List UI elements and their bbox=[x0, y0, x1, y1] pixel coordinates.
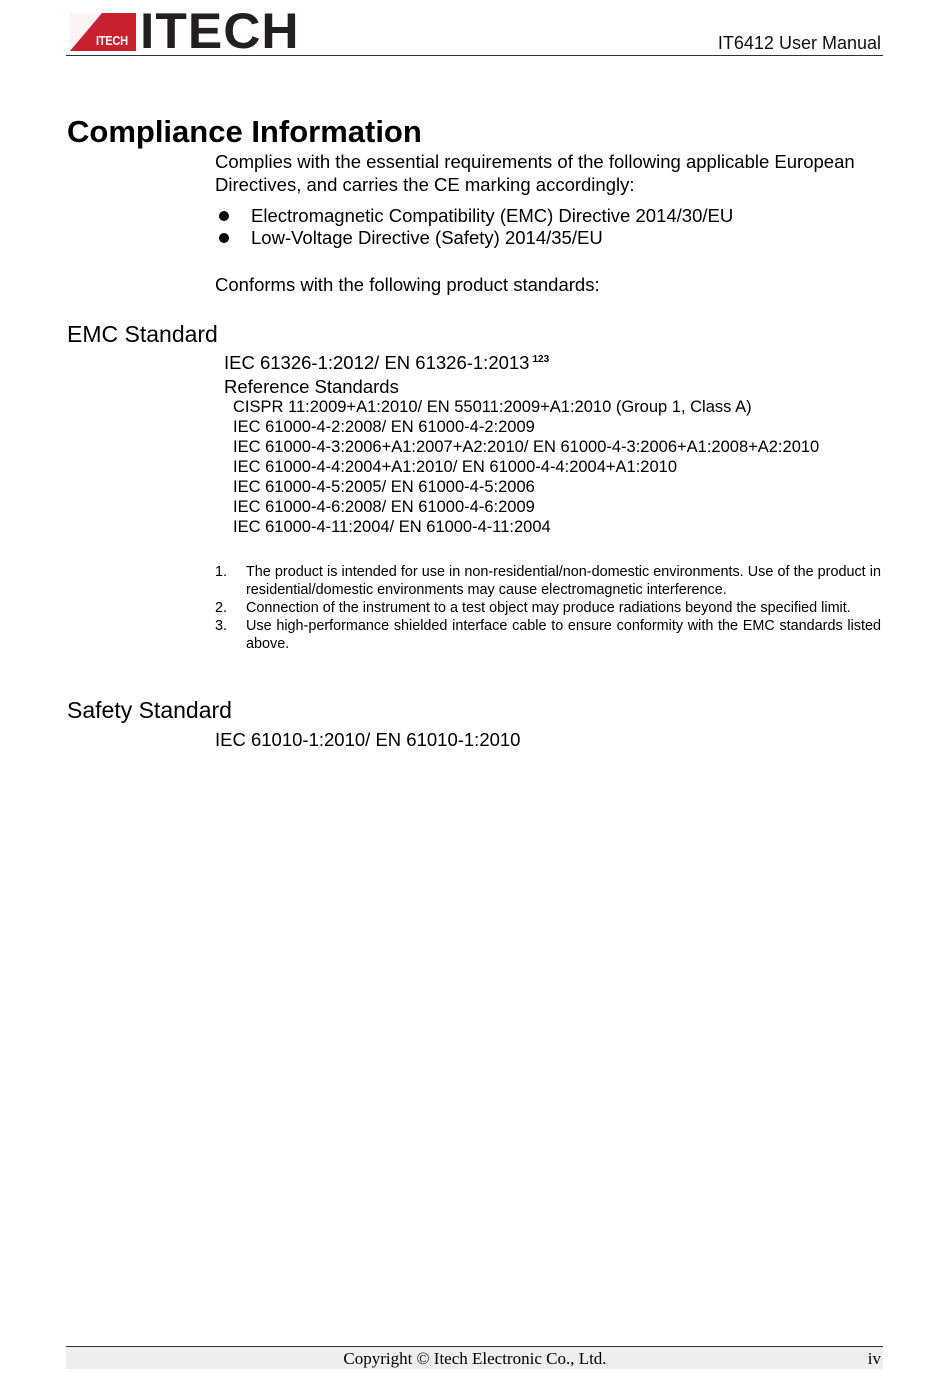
note-item bbox=[215, 599, 881, 617]
directive-text: Low-Voltage Directive (Safety) 2014/35/EU bbox=[251, 227, 603, 248]
list-item: IEC 61000-4-5:2005/ EN 61000-4-5:2006 bbox=[233, 478, 535, 496]
list-item: IEC 61000-4-11:2004/ EN 61000-4-11:2004 bbox=[233, 518, 551, 536]
itech-logo bbox=[70, 3, 300, 59]
page-title: Compliance Information bbox=[67, 114, 422, 149]
emc-notes bbox=[215, 563, 881, 653]
note-number: 2. bbox=[215, 600, 228, 616]
manual-title: IT6412 User Manual bbox=[717, 33, 881, 53]
note-item bbox=[215, 563, 881, 599]
reference-standards-list bbox=[233, 397, 819, 537]
note-text: The product is intended for use in non-residential/non-domestic environments. Use of the product in residential/domestic environments may cause electromagnetic interference. bbox=[246, 564, 881, 598]
list-item: IEC 61000-4-3:2006+A1:2007+A2:2010/ EN 61000-4-3:2006+A1:2008+A2:2010 bbox=[233, 438, 820, 456]
note-item bbox=[215, 617, 881, 653]
footnote-refs: 123 bbox=[532, 354, 550, 365]
note-text: Connection of the instrument to a test object may produce radiations beyond the specified limit. bbox=[246, 600, 851, 616]
note-number: 3. bbox=[215, 618, 228, 634]
intro-paragraph: Complies with the essential requirements of the following applicable European Directives, and carries the CE marking accordingly: bbox=[215, 151, 855, 195]
logo-mark bbox=[70, 13, 136, 51]
list-item: IEC 61000-4-6:2008/ EN 61000-4-6:2009 bbox=[233, 498, 535, 516]
emc-heading: EMC Standard bbox=[67, 321, 218, 347]
list-item bbox=[215, 227, 733, 249]
list-item: CISPR 11:2009+A1:2010/ EN 55011:2009+A1:2010 (Group 1, Class A) bbox=[233, 398, 752, 416]
bullet-icon bbox=[219, 233, 229, 243]
logo-mark-text: ITECH bbox=[96, 33, 128, 48]
bullet-icon bbox=[219, 211, 229, 221]
list-item: IEC 61000-4-4:2004+A1:2010/ EN 61000-4-4:2004+A1:2010 bbox=[233, 458, 678, 476]
note-number: 1. bbox=[215, 564, 228, 580]
reference-standards-label: Reference Standards bbox=[224, 376, 399, 397]
header-divider bbox=[66, 55, 883, 56]
directive-text: Electromagnetic Compatibility (EMC) Directive 2014/30/EU bbox=[251, 205, 734, 226]
list-item: IEC 61000-4-2:2008/ EN 61000-4-2:2009 bbox=[233, 418, 535, 436]
note-text: Use high-performance shielded interface cable to ensure conformity with the EMC standards listed above. bbox=[246, 618, 881, 652]
copyright-text: Copyright © Itech Electronic Co., Ltd. bbox=[343, 1349, 607, 1368]
conforms-text: Conforms with the following product standards: bbox=[215, 274, 600, 295]
emc-main-standard-text: IEC 61326-1:2012/ EN 61326-1:2013 bbox=[224, 352, 530, 373]
safety-heading: Safety Standard bbox=[67, 697, 232, 723]
page-number: iv bbox=[867, 1349, 881, 1368]
logo-wordmark: ITECH bbox=[140, 3, 300, 59]
directive-list bbox=[215, 205, 733, 249]
emc-main-standard bbox=[224, 352, 549, 374]
list-item bbox=[215, 205, 733, 227]
safety-standard: IEC 61010-1:2010/ EN 61010-1:2010 bbox=[215, 729, 521, 750]
